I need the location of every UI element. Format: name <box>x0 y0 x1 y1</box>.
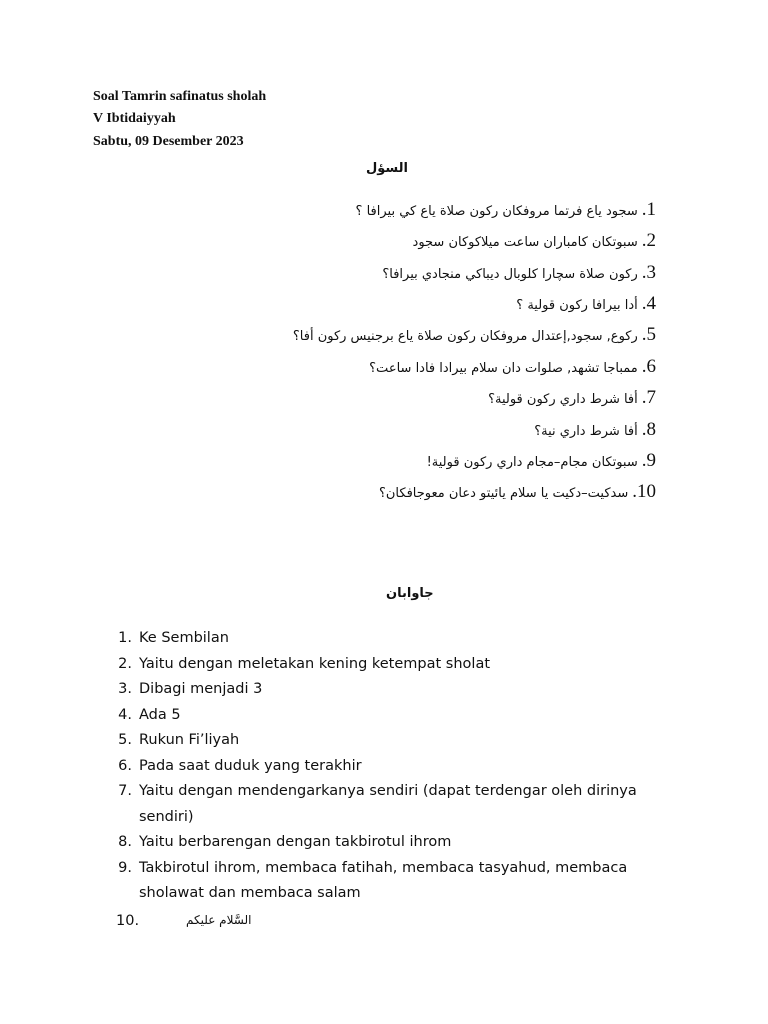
date-label: Sabtu, 09 Desember 2023 <box>93 134 244 149</box>
answer-text: Ke Sembilan <box>139 630 229 646</box>
answer-number: 7. <box>118 783 132 799</box>
question-number: 6. <box>641 356 656 377</box>
answer-item <box>108 779 668 830</box>
answer-item <box>108 652 668 678</box>
question-text: سبوتكان مجام–مجام داري ركون قولية! <box>426 455 638 470</box>
answer-number: 4. <box>118 706 132 723</box>
answer-number: 6. <box>118 757 132 774</box>
answer-item <box>108 703 668 729</box>
question-item <box>516 293 656 317</box>
answer-number: 8. <box>118 834 132 850</box>
answer-text: Takbirotul ihrom, membaca fatihah, membaca tasyahud, membaca sholawat dan membaca salam <box>139 859 628 901</box>
question-text: أفا شرط داري نية؟ <box>534 424 638 439</box>
answer-number: 9. <box>118 859 132 876</box>
question-item <box>379 481 656 505</box>
document-title: Soal Tamrin safinatus sholah <box>93 89 267 104</box>
question-number: 3. <box>641 262 656 283</box>
answer-number: 3. <box>118 681 132 697</box>
question-item <box>369 356 656 380</box>
question-text: ركوع, سجود,إعتدال مروفكان ركون صلاة ياع برجنيس ركون أفا؟ <box>292 329 638 344</box>
question-number: 10. <box>632 481 656 502</box>
question-item <box>488 387 656 411</box>
answer-item <box>108 728 668 754</box>
question-number: 5. <box>641 324 656 345</box>
question-text: أفا شرط داري ركون قولية؟ <box>488 392 638 407</box>
question-item <box>382 262 656 286</box>
question-item <box>356 199 656 223</box>
question-item <box>427 450 656 474</box>
question-item <box>534 419 656 443</box>
question-number: 2. <box>641 230 656 251</box>
question-text: سجود ياع فرتما مروفكان ركون صلاة ياع كي بيرافا ؟ <box>355 204 638 219</box>
answer-item <box>108 677 668 703</box>
answer-item <box>108 856 668 907</box>
answer-item <box>108 754 668 780</box>
answer-number: 5. <box>118 732 132 748</box>
question-text: ممباجا تشهد, صلوات دان سلام بيرادا فادا ساعت؟ <box>369 361 638 376</box>
question-item <box>413 230 656 254</box>
answers-list <box>108 626 668 907</box>
question-text: ركون صلاة سچارا كلوبال ديباكي منجادي بيرافا؟ <box>382 267 638 282</box>
answers-heading: جاوابان <box>386 586 434 601</box>
answer-number: 2. <box>118 655 132 672</box>
answer-number: 10. <box>116 913 140 929</box>
question-item <box>293 324 656 348</box>
questions-heading: السؤل <box>366 161 408 176</box>
question-number: 8. <box>641 419 656 440</box>
answer-text: Yaitu berbarengan dengan takbirotul ihrom <box>139 834 452 850</box>
answer-text: Pada saat duduk yang terakhir <box>139 757 362 774</box>
question-number: 9. <box>641 450 656 471</box>
answer-text: السَّلام عليكم <box>186 913 252 927</box>
question-number: 4. <box>641 293 656 314</box>
question-text: سدكيت–دكيت يا سلام يائيتو دعان معوجافكان؟ <box>378 486 629 501</box>
class-label: V Ibtidaiyyah <box>93 111 176 126</box>
question-text: أدا بيرافا ركون قولية ؟ <box>516 298 638 313</box>
answer-text: Rukun Fi’liyah <box>139 732 240 748</box>
answer-text: Ada 5 <box>139 706 181 723</box>
question-number: 1. <box>641 199 656 220</box>
answer-item <box>108 830 668 856</box>
question-text: سبوتكان كامباران ساعت ميلاكوكان سجود <box>412 235 638 250</box>
answer-item <box>108 626 668 652</box>
answer-number: 1. <box>118 630 132 646</box>
answer-text: Yaitu dengan mendengarkanya sendiri (dapat terdengar oleh dirinya sendiri) <box>139 783 637 825</box>
question-number: 7. <box>641 387 656 408</box>
answer-text: Dibagi menjadi 3 <box>139 681 263 697</box>
answer-text: Yaitu dengan meletakan kening ketempat sholat <box>139 655 491 672</box>
